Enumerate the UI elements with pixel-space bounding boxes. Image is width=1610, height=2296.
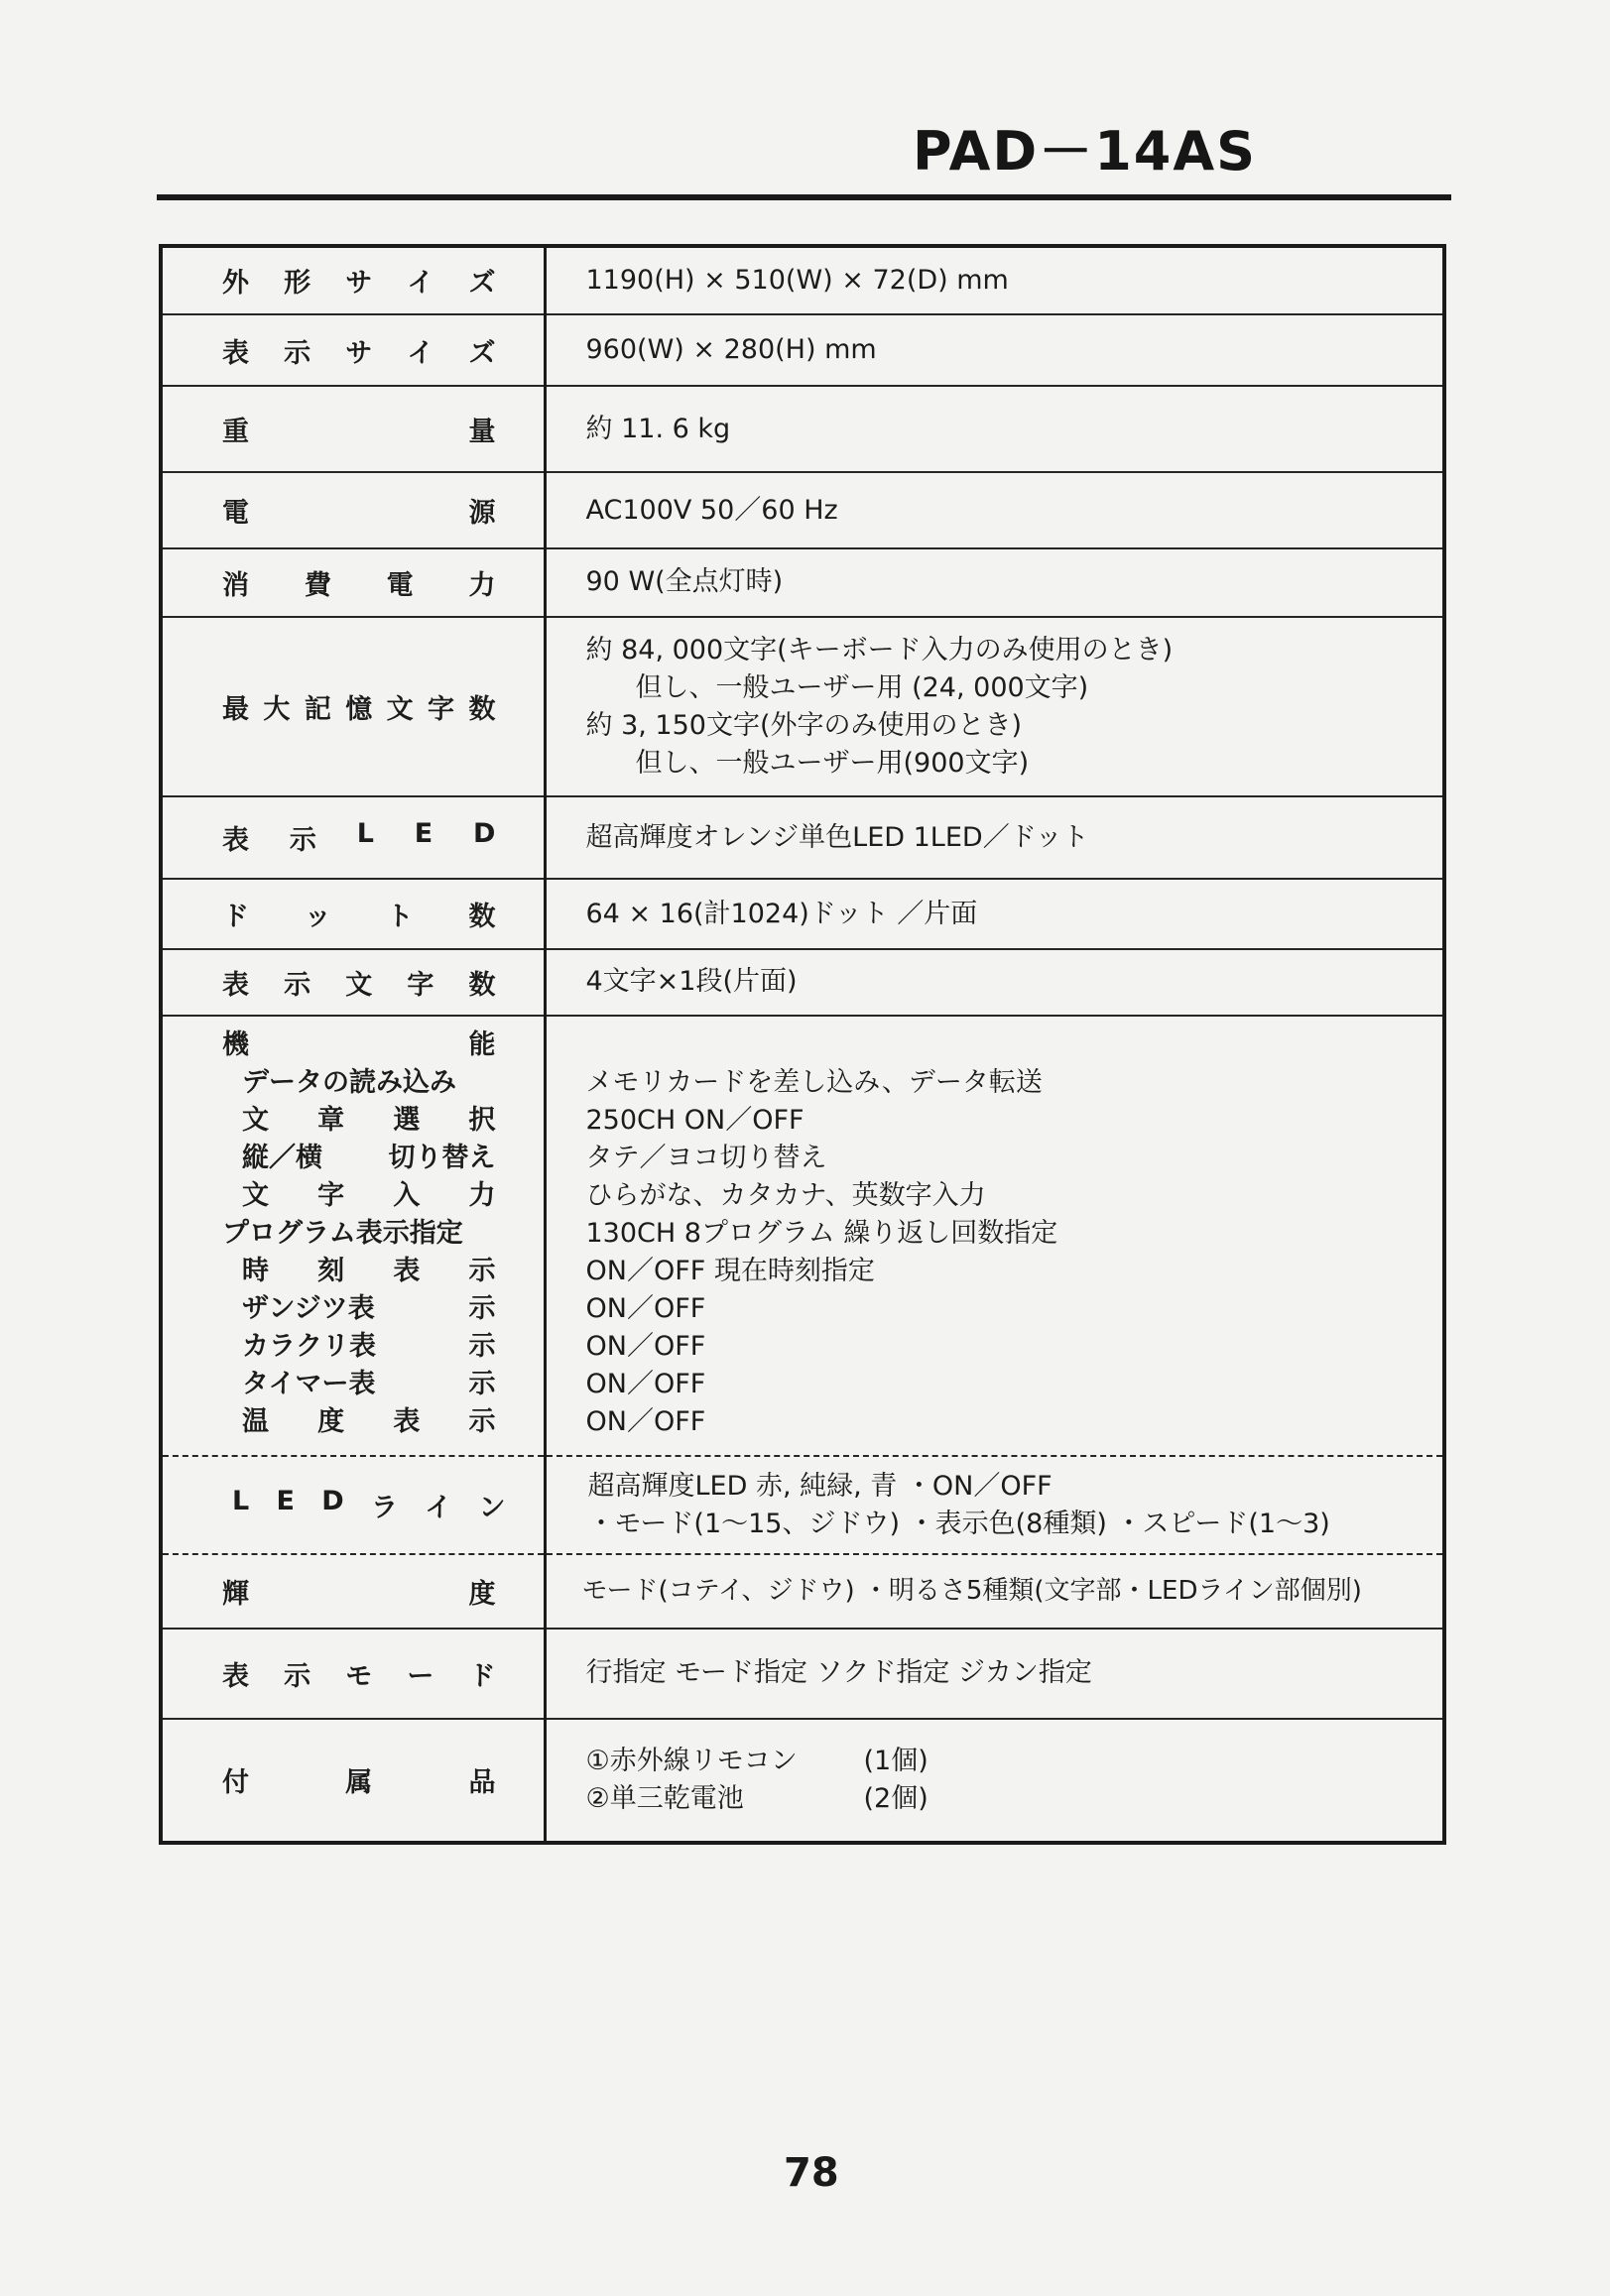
label-char: E <box>414 818 433 850</box>
label-char: 最 <box>222 694 249 726</box>
label-char: 形 <box>284 268 311 300</box>
spec-label-weight <box>161 386 545 472</box>
function-value: メモリカードを差し込み、データ転送 <box>585 1066 1043 1098</box>
spec-value-memory <box>545 617 1444 797</box>
spec-label-display-mode <box>161 1629 545 1719</box>
spec-row-functions <box>161 1016 1444 1456</box>
accessory-item: ②単三乾電池 (2個) <box>585 1782 929 1814</box>
spec-label-display-size <box>161 314 545 387</box>
label-char: L <box>232 1486 250 1517</box>
spec-label-led-line <box>161 1456 545 1554</box>
label-char: 字 <box>428 694 455 726</box>
label-char: 輝 <box>222 1578 249 1610</box>
label-char: 大 <box>263 694 291 726</box>
spec-row-dots <box>161 879 1444 949</box>
spec-row-memory <box>161 617 1444 797</box>
memory-line: 但し、一般ユーザー用 (24, 000文字) <box>635 671 1089 703</box>
label-char: 憶 <box>345 694 373 726</box>
function-name: 時 刻 表 示 <box>242 1255 496 1286</box>
label-char: サ <box>345 268 373 300</box>
label-char: 字 <box>407 969 434 1001</box>
spec-label-consumption <box>161 548 545 617</box>
function-value: 130CH 8プログラム 繰り返し回数指定 <box>585 1217 1058 1249</box>
function-value: ON／OFF 現在時刻指定 <box>585 1255 875 1286</box>
label-char: イ <box>407 337 434 369</box>
spec-label-size <box>161 246 545 314</box>
label-char: L <box>356 818 374 850</box>
spec-label-dots <box>161 879 545 949</box>
page-number: 78 <box>784 2150 839 2196</box>
label-char: ン <box>478 1493 506 1524</box>
label-char: モ <box>345 1660 373 1692</box>
spec-label-led <box>161 796 545 879</box>
label-char: 表 <box>222 1660 249 1692</box>
label-char: 数 <box>468 902 496 933</box>
label-char: D <box>473 818 496 850</box>
function-name: ザンジツ表 示 <box>242 1292 496 1324</box>
spec-row-size <box>161 246 1444 314</box>
label-char: 属 <box>345 1767 373 1799</box>
spec-row-weight <box>161 386 1444 472</box>
spec-label-brightness <box>161 1554 545 1629</box>
spec-value-led-line <box>545 1456 1444 1554</box>
spec-row-accessories <box>161 1719 1444 1843</box>
label-char: 示 <box>284 337 311 369</box>
label-char: 文 <box>386 694 414 726</box>
function-value: 250CH ON／OFF <box>585 1104 805 1136</box>
label-char: 重 <box>222 417 249 448</box>
label-char: 力 <box>468 569 496 601</box>
label-char: 示 <box>284 969 311 1001</box>
label-char: 文 <box>345 969 373 1001</box>
label-char: D <box>321 1486 344 1517</box>
label-char: 付 <box>222 1767 249 1799</box>
label-char: ー <box>407 1660 434 1692</box>
label-char: ッ <box>304 902 331 933</box>
memory-line: 但し、一般ユーザー用(900文字) <box>635 747 1030 779</box>
function-value: ON／OFF <box>585 1405 706 1437</box>
label-char: 量 <box>468 417 496 448</box>
label-char: 品 <box>468 1767 496 1799</box>
label-char: 能 <box>468 1028 496 1060</box>
spec-value-display-size: 960(W) × 280(H) mm <box>545 314 1444 387</box>
model-title: PAD－14AS <box>913 120 1258 182</box>
label-char: ト <box>386 902 414 933</box>
function-name: プログラム表示指定 <box>222 1217 463 1249</box>
led-line-text: ・モード(1～15、ジドウ) ・表示色(8種類) ・スピード(1～3) <box>587 1508 1330 1539</box>
label-char: ド <box>468 1660 496 1692</box>
spec-value-display-mode: 行指定 モード指定 ソクド指定 ジカン指定 <box>545 1629 1444 1719</box>
spec-row-brightness <box>161 1554 1444 1629</box>
label-char: 費 <box>304 569 331 601</box>
function-name: タイマー表 示 <box>242 1368 496 1399</box>
spec-value-functions <box>545 1016 1444 1456</box>
label-char: 電 <box>386 569 414 601</box>
label-char: イ <box>425 1493 452 1524</box>
function-value: ON／OFF <box>585 1330 706 1362</box>
spec-row-chars <box>161 949 1444 1016</box>
label-char: 表 <box>222 969 249 1001</box>
function-name: データの読み込み <box>242 1066 456 1098</box>
label-char: 記 <box>304 694 331 726</box>
label-char: イ <box>407 268 434 300</box>
label-char: ズ <box>468 268 496 300</box>
spec-row-display-mode <box>161 1629 1444 1719</box>
spec-label-memory <box>161 617 545 797</box>
label-char: 外 <box>222 268 249 300</box>
label-char: E <box>276 1486 295 1517</box>
label-char: 表 <box>222 337 249 369</box>
spec-label-chars <box>161 949 545 1016</box>
function-value: ON／OFF <box>585 1368 706 1399</box>
label-char: 示 <box>289 825 316 857</box>
memory-line: 約 84, 000文字(キーボード入力のみ使用のとき) <box>585 634 1174 665</box>
function-value: タテ／ヨコ切り替え <box>585 1142 827 1173</box>
label-char: 消 <box>222 569 249 601</box>
label-char: ズ <box>468 337 496 369</box>
spec-table <box>159 244 1446 1845</box>
accessory-item: ①赤外線リモコン (1個) <box>585 1745 929 1776</box>
spec-value-led: 超高輝度オレンジ単色LED 1LED／ドット <box>545 796 1444 879</box>
label-char: サ <box>345 337 373 369</box>
spec-value-brightness: モード(コテイ、ジドウ) ・明るさ5種類(文字部・LEDライン部個別) <box>545 1554 1444 1629</box>
spec-row-power <box>161 472 1444 548</box>
label-char: 電 <box>222 498 249 530</box>
spec-label-functions <box>161 1016 545 1456</box>
spec-row-display-size <box>161 314 1444 387</box>
label-char: 数 <box>468 969 496 1001</box>
spec-value-consumption: 90 W(全点灯時) <box>545 548 1444 617</box>
label-char: 数 <box>468 694 496 726</box>
spec-label-power <box>161 472 545 548</box>
spec-value-accessories <box>545 1719 1444 1843</box>
led-line-text: 超高輝度LED 赤, 純緑, 青 ・ON／OFF <box>587 1470 1053 1502</box>
spec-row-led-line <box>161 1456 1444 1554</box>
label-char: 機 <box>222 1028 249 1060</box>
spec-value-chars: 4文字×1段(片面) <box>545 949 1444 1016</box>
function-name: 文 字 入 力 <box>242 1179 496 1211</box>
spec-label-accessories <box>161 1719 545 1843</box>
header-rule <box>157 194 1451 200</box>
label-char: ド <box>222 902 249 933</box>
function-name: 文 章 選 択 <box>242 1104 496 1136</box>
label-char: 示 <box>284 1660 311 1692</box>
spec-row-consumption <box>161 548 1444 617</box>
label-char: 源 <box>468 498 496 530</box>
label-char: 表 <box>222 825 249 857</box>
memory-line: 約 3, 150文字(外字のみ使用のとき) <box>585 709 1023 741</box>
function-value: ON／OFF <box>585 1292 706 1324</box>
label-char: ラ <box>370 1493 398 1524</box>
function-name: 温 度 表 示 <box>242 1405 496 1437</box>
function-value: ひらがな、カタカナ、英数字入力 <box>585 1179 986 1211</box>
spec-value-weight: 約 11. 6 kg <box>545 386 1444 472</box>
label-char: 度 <box>468 1578 496 1610</box>
function-name: カラクリ表 示 <box>242 1330 496 1362</box>
spec-value-power: AC100V 50／60 Hz <box>545 472 1444 548</box>
spec-row-led <box>161 796 1444 879</box>
spec-value-size: 1190(H) × 510(W) × 72(D) mm <box>545 246 1444 314</box>
function-name: 縦／横 切り替え <box>242 1142 496 1173</box>
spec-value-dots: 64 × 16(計1024)ドット ／片面 <box>545 879 1444 949</box>
